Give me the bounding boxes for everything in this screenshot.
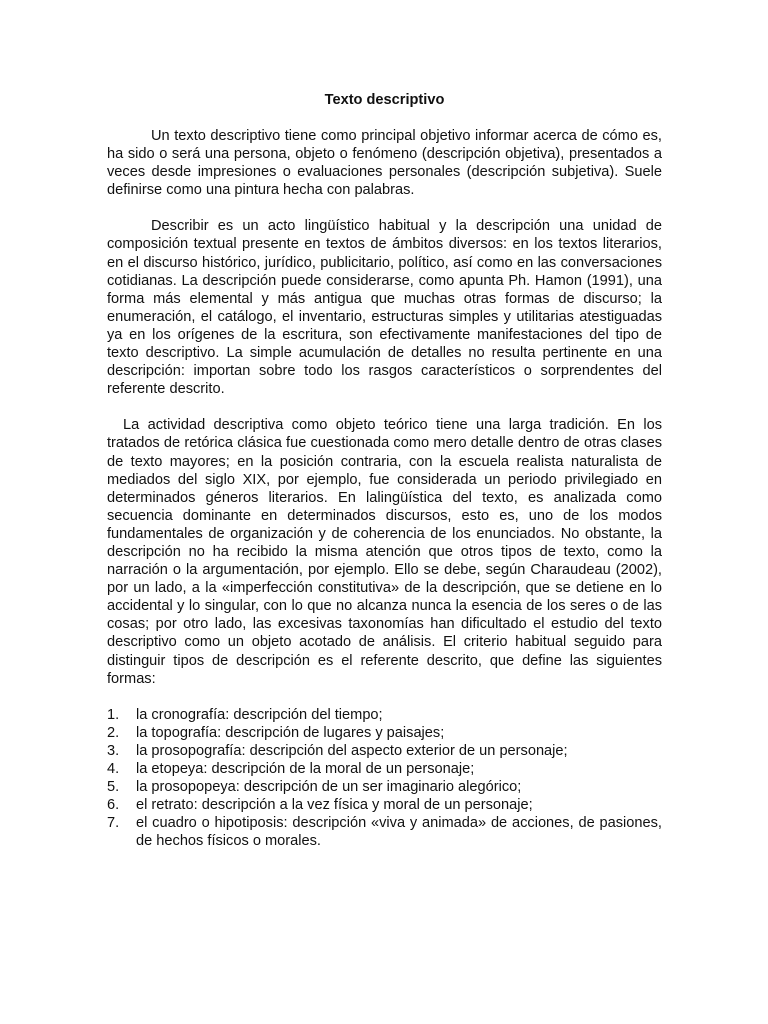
list-item xyxy=(107,742,662,760)
list-item-number: 7. xyxy=(107,815,120,832)
list-item-text: el retrato: descripción a la vez física y moral de un personaje; xyxy=(136,797,533,814)
list-item-number: 6. xyxy=(107,797,120,814)
list-item xyxy=(107,796,662,814)
list-item xyxy=(107,706,662,724)
list-item xyxy=(107,778,662,796)
list-item-text: la topografía: descripción de lugares y paisajes; xyxy=(136,724,445,741)
list-item-number: 5. xyxy=(107,779,120,796)
list-item-number: 2. xyxy=(107,724,120,741)
list-item-text: el cuadro o hipotiposis: descripción «viva y animada» de acciones, de pasiones, de hechos físicos o morales. xyxy=(136,815,662,850)
paragraph-describir: Describir es un acto lingüístico habitual y la descripción una unidad de composición textual presente en textos de ámbitos diversos: en los textos literarios, en el discurso histórico, jurídico, publicitario, político, así como en las conversaciones cotidianas. La descripción puede considerarse, como apunta Ph. Hamon (1991), una forma más elemental y más antigua que muchas otras formas de discurso; la enumeración, el catálogo, el inventario, estructuras simples y utilitarias atestiguadas ya en los orígenes de la escritura, son efectivamente manifestaciones del tipo de texto descriptivo. La simple acumulación de detalles no resulta pertinente en una descripción: importan sobre todo los rasgos característicos o sorprendentes del referente descrito. xyxy=(107,218,662,398)
list-item-number: 1. xyxy=(107,706,120,723)
paragraph-intro: Un texto descriptivo tiene como principal objetivo informar acerca de cómo es, ha sido o será una persona, objeto o fenómeno (descripción objetiva), presentados a veces desde impresiones o evaluaciones personales (descripción subjetiva). Suele definirse como una pintura hecha con palabras. xyxy=(107,128,662,199)
list-item-number: 4. xyxy=(107,761,120,777)
list-item-text: la etopeya: descripción de la moral de un personaje; xyxy=(136,761,475,777)
paragraph-actividad: La actividad descriptiva como objeto teórico tiene una larga tradición. En los tratados de retórica clásica fue cuestionada como mero detalle dentro de otras clases de texto mayores; en la posición contraria, con la escuela realista naturalista de mediados del siglo XIX, por ejemplo, fue considerada un periodo privilegiado en determinados géneros literarios. En lalingüística del texto, es analizada como secuencia dominante en determinados discursos, esto es, uno de los modos fundamentales de organización y de coherencia de los enunciados. No obstante, la descripción no ha recibido la misma atención que otros tipos de texto, como la narración o la argumentación, por ejemplo. Ello se debe, según Charaudeau (2002), por un lado, a la «imperfección constitutiva» de la descripción, que se detiene en lo accidental y lo singular, con lo que no alcanza nunca la esencia de los seres o de las cosas; por otro lado, las excesivas taxonomías han dificultado el estudio del texto descriptivo como un objeto acotado de análisis. El criterio habitual seguido para distinguir tipos de descripción es el referente descrito, que define las siguientes formas: xyxy=(107,417,662,687)
list-item xyxy=(107,760,662,778)
list-item-text: la prosopografía: descripción del aspecto exterior de un personaje; xyxy=(136,742,568,759)
document-title: Texto descriptivo xyxy=(324,92,445,108)
list-item xyxy=(107,814,662,850)
list-item-number: 3. xyxy=(107,742,120,759)
list-item xyxy=(107,724,662,742)
list-item-text: la prosopopeya: descripción de un ser imaginario alegórico; xyxy=(136,779,522,796)
description-types-list xyxy=(107,706,662,851)
list-item-text: la cronografía: descripción del tiempo; xyxy=(136,706,383,723)
document-body xyxy=(107,91,662,850)
